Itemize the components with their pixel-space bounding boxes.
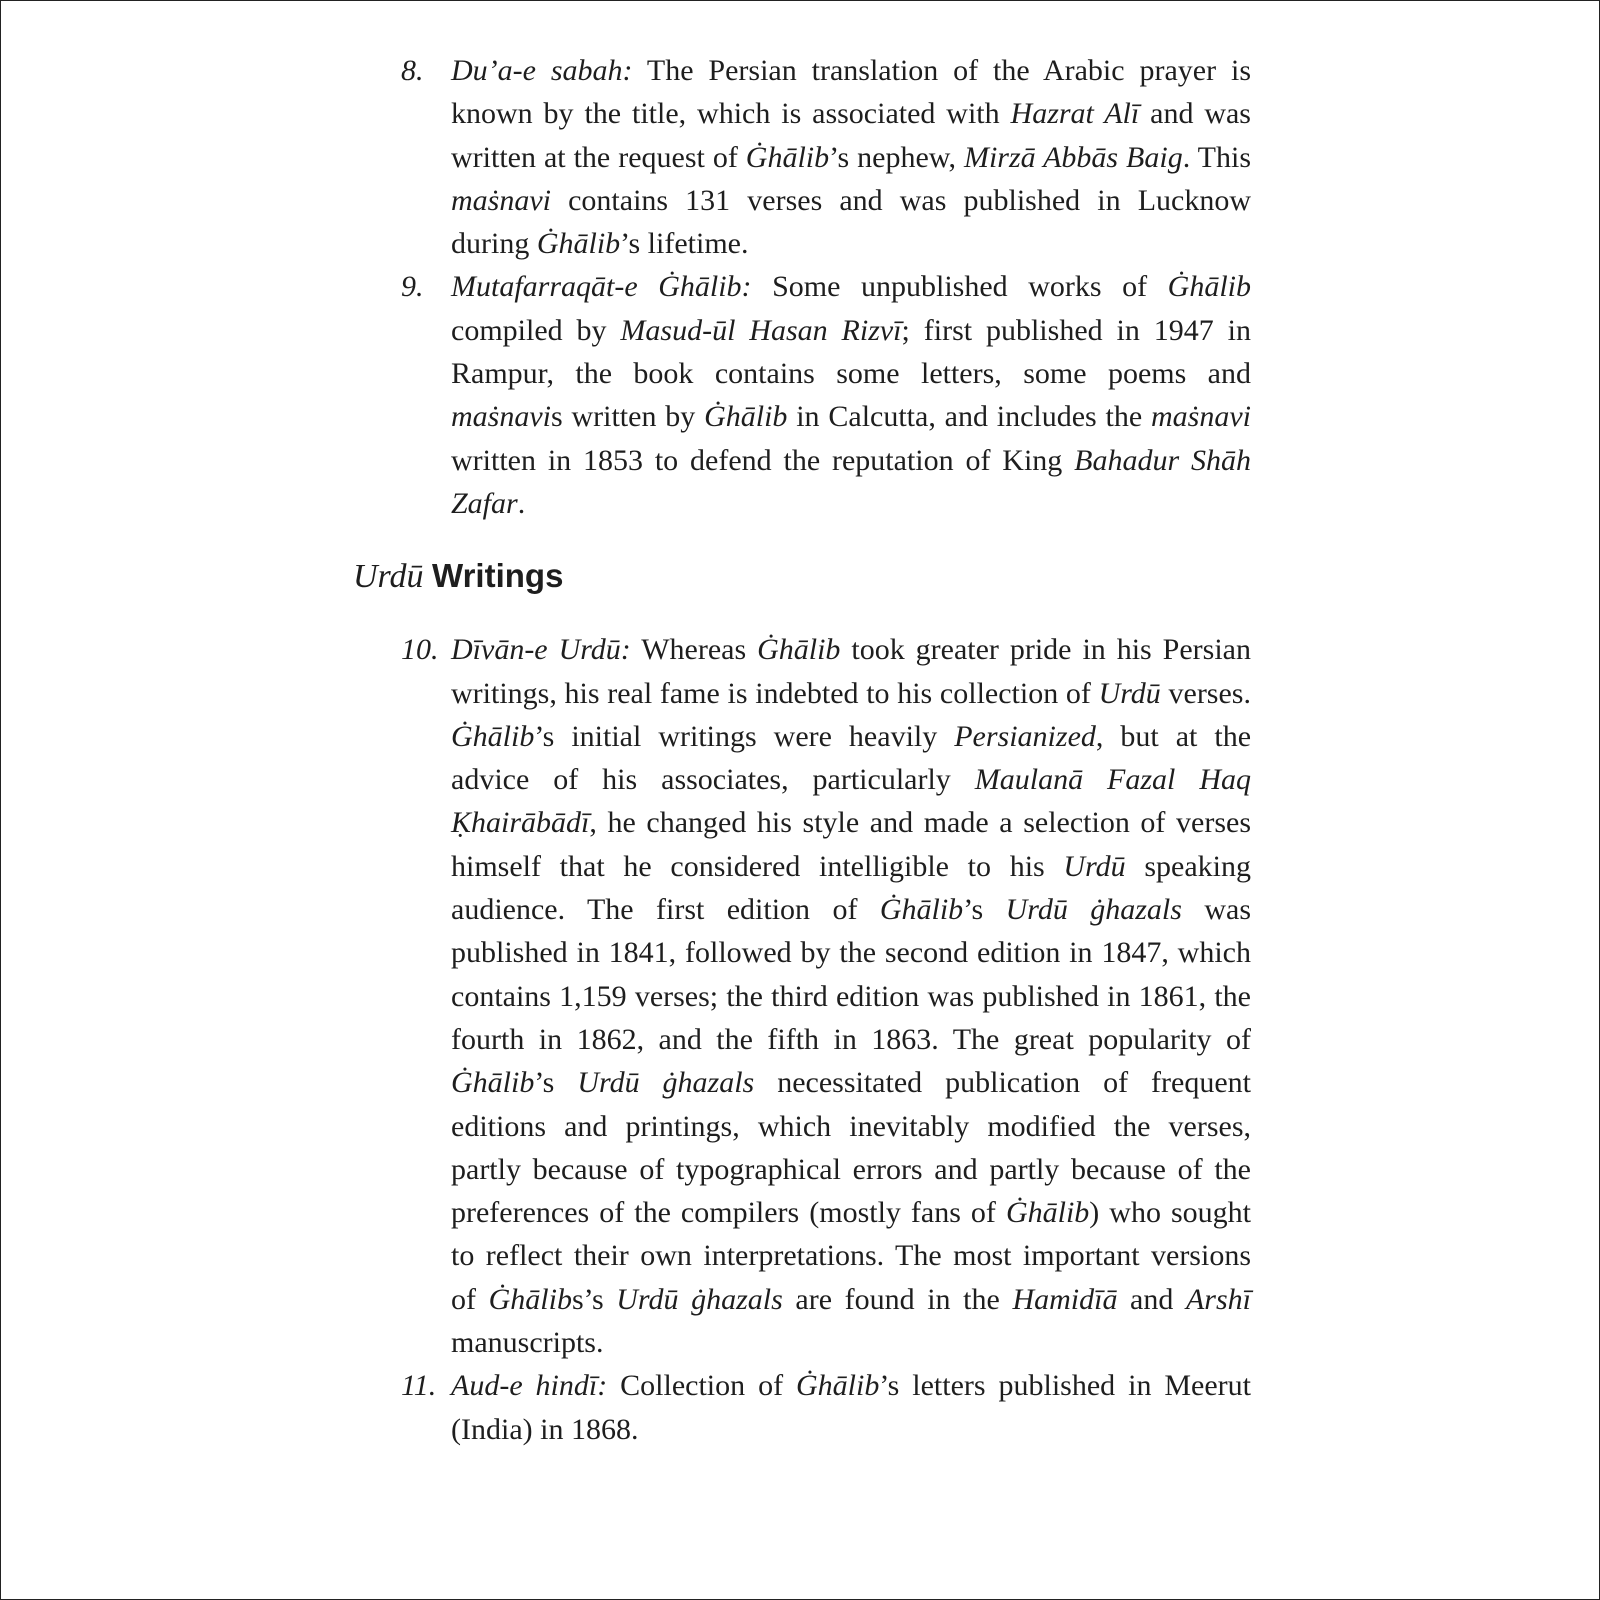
italic-term: Ġhālib (1167, 270, 1251, 304)
text-run: ) who sought to reflect their own interpretations. The most important versions of (451, 1196, 1252, 1316)
item-title: Mutafarraqāt-e Ġhālib: (451, 270, 752, 304)
item-number: 10. (401, 633, 439, 667)
italic-term: Masud-ūl Hasan Rizvī (620, 313, 902, 347)
text-run: and was written at the request of (451, 97, 1251, 174)
list-item (351, 628, 1251, 1364)
italic-term: Arshī (1185, 1282, 1251, 1316)
list-item (351, 49, 1251, 265)
text-run: ’s letters published in Meerut (India) in 1868. (451, 1369, 1251, 1446)
list-item (351, 1364, 1251, 1451)
italic-term: Ġhālib (796, 1369, 880, 1403)
text-run: compiled by (451, 313, 621, 347)
italic-term: maṡnavi (451, 400, 551, 434)
italic-term: Ġhālib (451, 1066, 535, 1100)
item-text (451, 628, 1251, 1364)
italic-term: Ġhālib (1005, 1196, 1090, 1230)
text-run: ’s initial writings were heavily (534, 719, 955, 753)
item-text (451, 49, 1251, 265)
italic-term: Urdū ġhazals (577, 1066, 755, 1100)
text-run: Collection of (607, 1369, 796, 1403)
text-run: ; first published in 1947 in Rampur, the book contains some letters, some poems and (451, 313, 1251, 391)
text-run: , but at the advice of his associates, particularly (451, 719, 1252, 797)
italic-term: Maulanā Fazal Haq Ḳhairābādī (451, 763, 1251, 840)
italic-term: Bahadur Shāh Zafar (451, 443, 1252, 520)
item-number: 8. (401, 54, 424, 87)
urdu-writings-list (351, 628, 1251, 1451)
text-run: ’s nephew, (829, 140, 964, 174)
italic-term: Ġhālib (745, 140, 830, 174)
section-heading-bold: Writings (432, 557, 564, 595)
text-run: verses. (1160, 676, 1251, 710)
text-run: in Calcutta, and includes the (787, 400, 1151, 434)
italic-term: Hamidīā (1012, 1282, 1118, 1316)
text-run: . (517, 486, 526, 520)
text-run: and (1117, 1282, 1186, 1316)
text-run: written in 1853 to defend the reputation of King (451, 443, 1075, 477)
item-text (451, 1364, 1251, 1451)
text-run: Some unpublished works of (751, 270, 1168, 304)
page-content (351, 49, 1251, 1451)
item-text (451, 265, 1251, 525)
text-run: s written by (551, 400, 705, 434)
italic-term: maṡnavi (1151, 400, 1251, 434)
text-run: ’s (963, 893, 1006, 927)
section-heading (351, 552, 1251, 601)
italic-term: Mirzā Abbās Baig (963, 140, 1183, 174)
italic-term: Persianized (954, 719, 1096, 753)
text-run: took greater pride in his Persian writings, his real fame is indebted to his collection of (451, 633, 1251, 710)
item-number: 9. (401, 270, 424, 304)
italic-term: Ġhālib (536, 227, 621, 261)
text-run: are found in the (782, 1282, 1013, 1316)
italic-term: maṡnavi (451, 183, 551, 217)
text-run: necessitated publication of frequent editions and printings, which inevitably modified the verses, partly because of typographical errors and partly because of the preferences of the compilers (mostly fans of (451, 1066, 1251, 1230)
italic-term: Ġhālib (488, 1282, 572, 1316)
text-run: manuscripts. (451, 1326, 604, 1360)
text-run: ’s (534, 1066, 578, 1100)
text-run: , he changed his style and made a selection of verses himself that he considered intelligible to his (451, 806, 1251, 883)
italic-term: Ġhālib (451, 719, 535, 753)
section-heading-italic: Urdū (353, 558, 424, 596)
item-title: Du’a-e sabah: (451, 54, 633, 87)
italic-term: Hazrat Alī (1010, 97, 1140, 131)
text-run: Whereas (630, 633, 758, 667)
italic-term: Urdū (1098, 676, 1161, 710)
text-run: speaking audience. The first edition of (451, 849, 1251, 927)
italic-term: Ġhālib (879, 893, 964, 927)
list-item (351, 265, 1251, 525)
item-title: Aud-e hindī: (451, 1369, 608, 1403)
text-run: was published in 1841, followed by the second edition in 1847, which contains 1,159 verses; the third edition was published in 1861, the fourth in 1862, and the fifth in 1863. The great popularity of (451, 893, 1251, 1056)
italic-term: Urdū ġhazals (616, 1282, 783, 1316)
persian-writings-list (351, 49, 1251, 525)
italic-term: Ġhālib (704, 400, 788, 434)
text-run: . This (1182, 140, 1252, 174)
italic-term: Urdū ġhazals (1005, 893, 1182, 927)
item-title: Dīvān-e Urdū: (451, 633, 631, 667)
italic-term: Urdū (1063, 849, 1126, 883)
text-run: ’s lifetime. (620, 227, 749, 261)
italic-term: Ġhālib (757, 633, 841, 667)
text-run: contains 131 verses and was published in Lucknow during (451, 183, 1251, 261)
text-run: s’s (571, 1282, 617, 1316)
text-run: The Persian translation of the Arabic prayer is known by the title, which is associated with (451, 54, 1251, 131)
item-number: 11. (401, 1369, 437, 1403)
